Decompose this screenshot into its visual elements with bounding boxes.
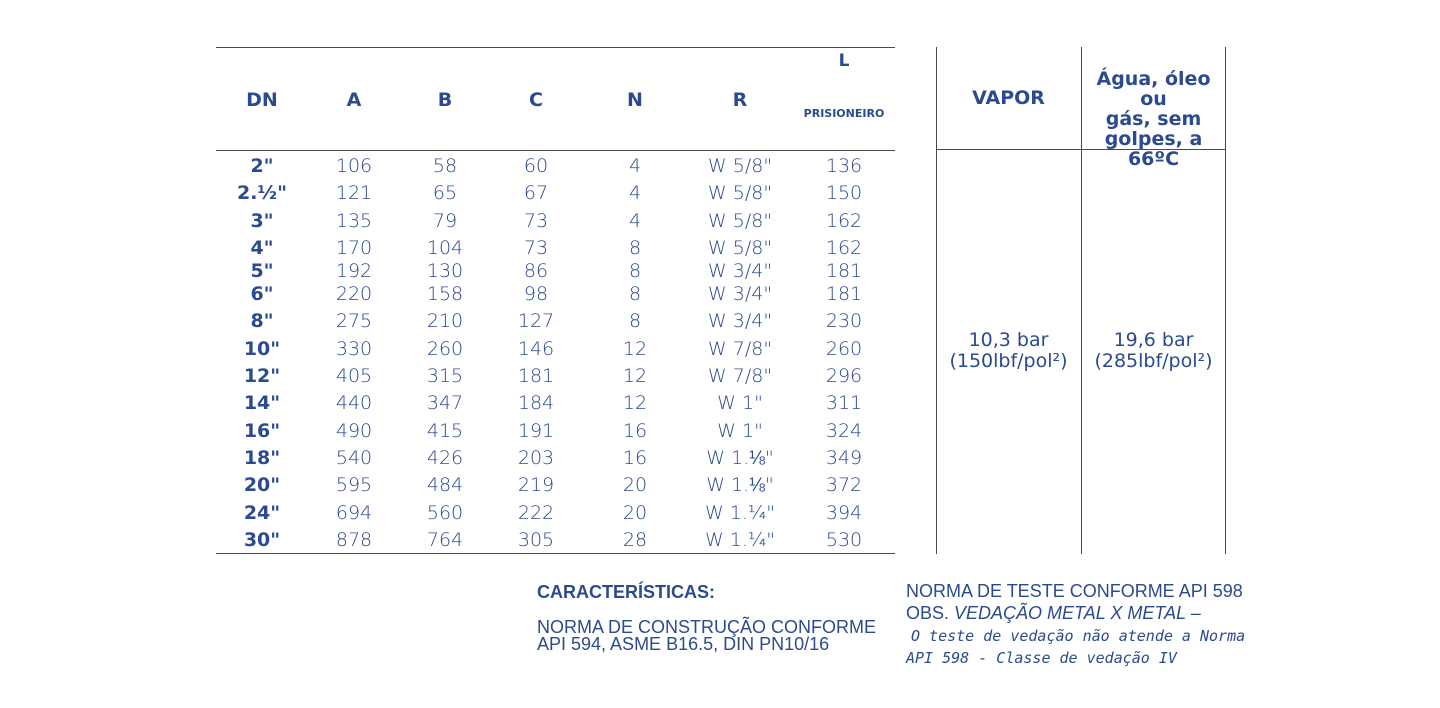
cell-dn: 16": [243, 420, 281, 442]
cell-c: 67: [523, 182, 549, 204]
cell-b: 315: [426, 365, 464, 387]
cell-c: 73: [523, 237, 549, 259]
test-norm-block: [906, 580, 1243, 624]
cell-r: W 7/8": [707, 365, 773, 387]
table-bottom-rule: [216, 553, 895, 554]
header-l-subtitle: PRISIONEIRO: [803, 107, 885, 120]
cell-r: W 1.⅛": [706, 447, 774, 469]
cell-dn: 18": [243, 447, 281, 469]
table-row: [216, 501, 895, 525]
cell-l: 136: [825, 155, 863, 177]
cell-n: 12: [622, 365, 648, 387]
cell-dn: 4": [250, 237, 274, 259]
cell-b: 79: [432, 210, 458, 232]
table-row: [216, 419, 895, 443]
cell-a: 330: [335, 338, 373, 360]
cell-n: 4: [628, 155, 642, 177]
cell-r: W 5/8": [707, 237, 773, 259]
cell-n: 8: [628, 283, 642, 305]
table-row: [216, 391, 895, 415]
caracteristicas-text: [537, 619, 876, 653]
water-header-line-2: gás, sem: [1105, 108, 1202, 130]
table-row: [216, 309, 895, 333]
cell-c: 305: [517, 529, 555, 551]
cell-dn: 8": [250, 310, 274, 332]
cell-a: 405: [335, 365, 373, 387]
cell-l: 324: [825, 420, 863, 442]
cell-a: 135: [335, 210, 373, 232]
cell-b: 560: [426, 502, 464, 524]
cell-l: 162: [825, 237, 863, 259]
cell-l: 372: [825, 474, 863, 496]
cell-dn: 10": [243, 338, 281, 360]
cell-c: 184: [517, 392, 555, 414]
table-row: [216, 209, 895, 233]
cell-b: 764: [426, 529, 464, 551]
obs-sealing-type: VEDAÇÃO METAL X METAL –: [954, 603, 1201, 623]
cell-r: W 5/8": [707, 210, 773, 232]
construction-norm-line-1: NORMA DE CONSTRUÇÃO CONFORME: [537, 617, 877, 637]
header-n: N: [627, 89, 643, 111]
cell-l: 296: [825, 365, 863, 387]
table-row: [216, 473, 895, 497]
cell-r: W 1.⅛": [706, 474, 774, 496]
cell-b: 210: [426, 310, 464, 332]
cell-r: W 3/4": [707, 283, 773, 305]
table-top-rule: [216, 47, 895, 48]
water-header-line-3: golpes, a 66ºC: [1104, 128, 1203, 170]
table-row: [216, 446, 895, 470]
cell-c: 86: [523, 260, 549, 282]
cell-r: W 7/8": [707, 338, 773, 360]
cell-l: 311: [825, 392, 863, 414]
cell-n: 20: [622, 474, 648, 496]
cell-b: 58: [432, 155, 458, 177]
cell-b: 260: [426, 338, 464, 360]
caracteristicas-title: CARACTERÍSTICAS:: [537, 582, 715, 602]
pressure-table-right-border: [1225, 47, 1226, 554]
cell-b: 65: [432, 182, 458, 204]
cell-c: 219: [517, 474, 555, 496]
vapor-pressure-value: [937, 330, 1080, 372]
cell-n: 4: [628, 182, 642, 204]
header-r: R: [732, 89, 748, 111]
cell-c: 146: [517, 338, 555, 360]
cell-dn: 5": [250, 260, 274, 282]
sealing-note-line-1: O teste de vedação não atende a Norma: [911, 627, 1246, 645]
header-b: B: [437, 89, 453, 111]
cell-c: 73: [523, 210, 549, 232]
cell-dn: 2": [250, 155, 274, 177]
cell-b: 415: [426, 420, 464, 442]
header-a: A: [346, 89, 362, 111]
cell-l: 349: [825, 447, 863, 469]
cell-l: 162: [825, 210, 863, 232]
cell-n: 28: [622, 529, 648, 551]
cell-b: 104: [426, 237, 464, 259]
cell-a: 595: [335, 474, 373, 496]
cell-n: 16: [622, 420, 648, 442]
cell-c: 191: [517, 420, 555, 442]
cell-l: 181: [825, 260, 863, 282]
cell-a: 106: [335, 155, 373, 177]
cell-a: 192: [335, 260, 373, 282]
cell-a: 490: [335, 420, 373, 442]
cell-dn: 14": [243, 392, 281, 414]
cell-b: 130: [426, 260, 464, 282]
table-row: [216, 154, 895, 178]
cell-n: 8: [628, 310, 642, 332]
cell-a: 694: [335, 502, 373, 524]
cell-dn: 30": [243, 529, 281, 551]
cell-r: W 1.¼": [704, 502, 776, 524]
obs-prefix: OBS.: [906, 603, 950, 623]
cell-c: 98: [523, 283, 549, 305]
cell-b: 158: [426, 283, 464, 305]
cell-dn: 20": [243, 474, 281, 496]
cell-a: 878: [335, 529, 373, 551]
cell-n: 8: [628, 237, 642, 259]
cell-dn: 24": [243, 502, 281, 524]
cell-n: 12: [622, 392, 648, 414]
cell-n: 4: [628, 210, 642, 232]
vapor-value-bar: 10,3 bar: [968, 329, 1049, 351]
cell-n: 20: [622, 502, 648, 524]
table-row: [216, 282, 895, 306]
table-row: [216, 364, 895, 388]
cell-b: 484: [426, 474, 464, 496]
water-pressure-value: [1082, 330, 1225, 372]
test-norm-line: NORMA DE TESTE CONFORME API 598: [906, 581, 1243, 601]
cell-l: 181: [825, 283, 863, 305]
cell-a: 170: [335, 237, 373, 259]
table-row: [216, 236, 895, 260]
table-row: [216, 337, 895, 361]
cell-r: W 3/4": [707, 260, 773, 282]
cell-dn: 2.½": [236, 182, 287, 204]
sealing-note: [906, 625, 1245, 669]
cell-dn: 6": [250, 283, 274, 305]
cell-r: W 1": [717, 420, 763, 442]
cell-c: 181: [517, 365, 555, 387]
obs-line: [906, 602, 1243, 624]
water-oil-gas-header: [1082, 69, 1225, 169]
table-header-rule: [216, 150, 895, 151]
cell-a: 440: [335, 392, 373, 414]
cell-c: 127: [517, 310, 555, 332]
cell-dn: 12": [243, 365, 281, 387]
cell-l: 260: [825, 338, 863, 360]
sealing-note-line-2: API 598 - Classe de vedação IV: [906, 649, 1177, 667]
construction-norm-line-2: API 594, ASME B16.5, DIN PN10/16: [537, 634, 830, 654]
cell-l: 230: [825, 310, 863, 332]
vapor-header: VAPOR: [972, 87, 1045, 109]
cell-a: 220: [335, 283, 373, 305]
vapor-value-lbf: (150lbf/pol²): [949, 350, 1068, 372]
cell-r: W 5/8": [707, 182, 773, 204]
water-header-line-1: Água, óleo ou: [1096, 68, 1211, 110]
cell-l: 530: [825, 529, 863, 551]
cell-b: 426: [426, 447, 464, 469]
cell-a: 540: [335, 447, 373, 469]
table-row: [216, 181, 895, 205]
cell-n: 16: [622, 447, 648, 469]
pressure-table-left-border: [936, 47, 937, 554]
header-dn: DN: [246, 89, 278, 111]
cell-n: 8: [628, 260, 642, 282]
cell-a: 121: [335, 182, 373, 204]
water-value-bar: 19,6 bar: [1113, 329, 1194, 351]
pressure-table: [936, 47, 1227, 554]
cell-r: W 1.¼": [704, 529, 776, 551]
cell-c: 222: [517, 502, 555, 524]
table-row: [216, 528, 895, 552]
cell-r: W 1": [717, 392, 763, 414]
cell-c: 60: [523, 155, 549, 177]
table-row: [216, 259, 895, 283]
cell-dn: 3": [250, 210, 274, 232]
header-l: L: [838, 51, 850, 71]
cell-a: 275: [335, 310, 373, 332]
cell-r: W 5/8": [707, 155, 773, 177]
water-value-lbf: (285lbf/pol²): [1094, 350, 1213, 372]
header-c: C: [529, 89, 543, 111]
cell-b: 347: [426, 392, 464, 414]
cell-l: 150: [825, 182, 863, 204]
cell-c: 203: [517, 447, 555, 469]
cell-r: W 3/4": [707, 310, 773, 332]
cell-n: 12: [622, 338, 648, 360]
cell-l: 394: [825, 502, 863, 524]
